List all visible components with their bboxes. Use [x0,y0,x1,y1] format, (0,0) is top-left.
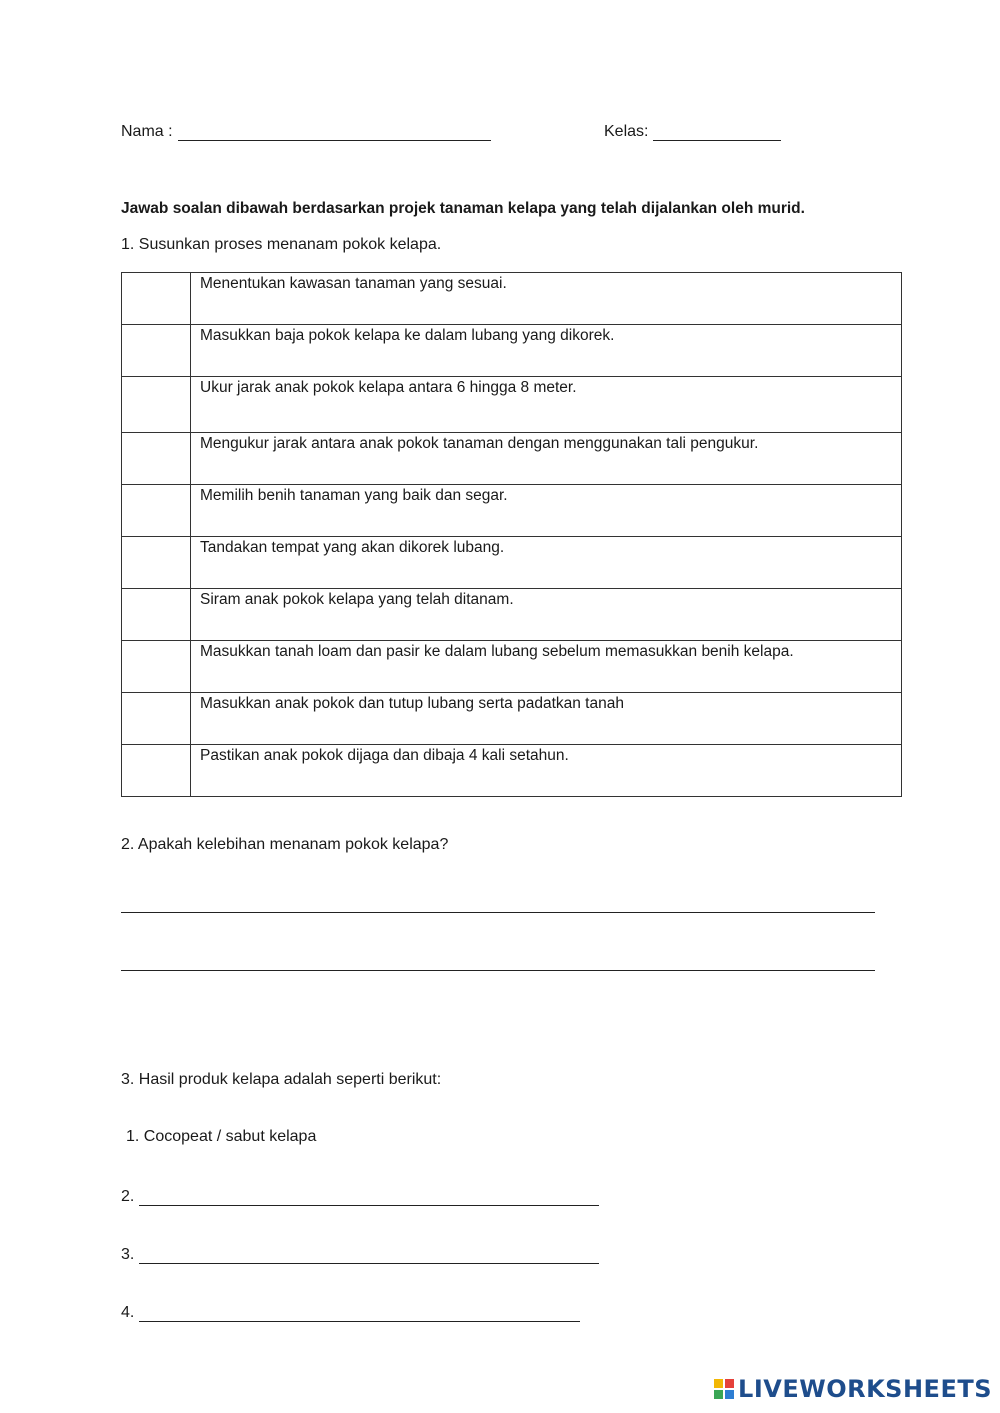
order-answer-cell[interactable] [122,485,191,537]
table-row [122,537,902,589]
step-text: Pastikan anak pokok dijaga dan dibaja 4 kali setahun. [191,745,902,797]
logo-grid-icon [714,1379,734,1399]
product-item-3-input[interactable] [139,1248,599,1264]
step-text: Masukkan anak pokok dan tutup lubang serta padatkan tanah [191,693,902,745]
order-answer-cell[interactable] [122,589,191,641]
step-text: Mengukur jarak antara anak pokok tanaman dengan menggunakan tali pengukur. [191,433,902,485]
order-answer-cell[interactable] [122,325,191,377]
table-row [122,273,902,325]
steps-table [121,272,902,797]
order-answer-cell[interactable] [122,641,191,693]
table-row [122,589,902,641]
step-text: Masukkan tanah loam dan pasir ke dalam lubang sebelum memasukkan benih kelapa. [191,641,902,693]
class-input-line[interactable] [653,125,781,141]
instruction-text: Jawab soalan dibawah berdasarkan projek tanaman kelapa yang telah dijalankan oleh murid. [121,200,805,217]
name-input-line[interactable] [178,125,491,141]
question-3-prompt: 3. Hasil produk kelapa adalah seperti berikut: [121,1071,442,1088]
product-item-3-number: 3. [121,1246,135,1263]
table-row [122,693,902,745]
logo-square-1 [714,1379,723,1388]
answer-line[interactable] [121,897,875,913]
step-text: Ukur jarak anak pokok kelapa antara 6 hingga 8 meter. [191,377,902,433]
order-answer-cell[interactable] [122,433,191,485]
table-row [122,325,902,377]
table-row [122,745,902,797]
logo-text: LIVEWORKSHEETS [738,1375,992,1403]
question-2-prompt: 2. Apakah kelebihan menanam pokok kelapa? [121,836,449,853]
table-row [122,377,902,433]
logo-square-3 [714,1390,723,1399]
step-text: Siram anak pokok kelapa yang telah ditanam. [191,589,902,641]
order-answer-cell[interactable] [122,273,191,325]
step-text: Masukkan baja pokok kelapa ke dalam lubang yang dikorek. [191,325,902,377]
product-item-2-input[interactable] [139,1190,599,1206]
logo-square-4 [725,1390,734,1399]
step-text: Memilih benih tanaman yang baik dan segar. [191,485,902,537]
liveworksheets-logo[interactable] [714,1375,992,1403]
step-text: Menentukan kawasan tanaman yang sesuai. [191,273,902,325]
product-item-4-input[interactable] [139,1306,580,1322]
table-row [122,433,902,485]
class-label: Kelas: [604,123,649,140]
product-item-1: 1. Cocopeat / sabut kelapa [126,1128,317,1145]
order-answer-cell[interactable] [122,745,191,797]
table-row [122,641,902,693]
name-label: Nama : [121,123,173,140]
order-answer-cell[interactable] [122,693,191,745]
table-row [122,485,902,537]
order-answer-cell[interactable] [122,377,191,433]
product-item-4-number: 4. [121,1304,135,1321]
step-text: Tandakan tempat yang akan dikorek lubang. [191,537,902,589]
question-1-prompt: 1. Susunkan proses menanam pokok kelapa. [121,236,442,253]
order-answer-cell[interactable] [122,537,191,589]
product-item-2-number: 2. [121,1188,135,1205]
logo-square-2 [725,1379,734,1388]
answer-line[interactable] [121,955,875,971]
